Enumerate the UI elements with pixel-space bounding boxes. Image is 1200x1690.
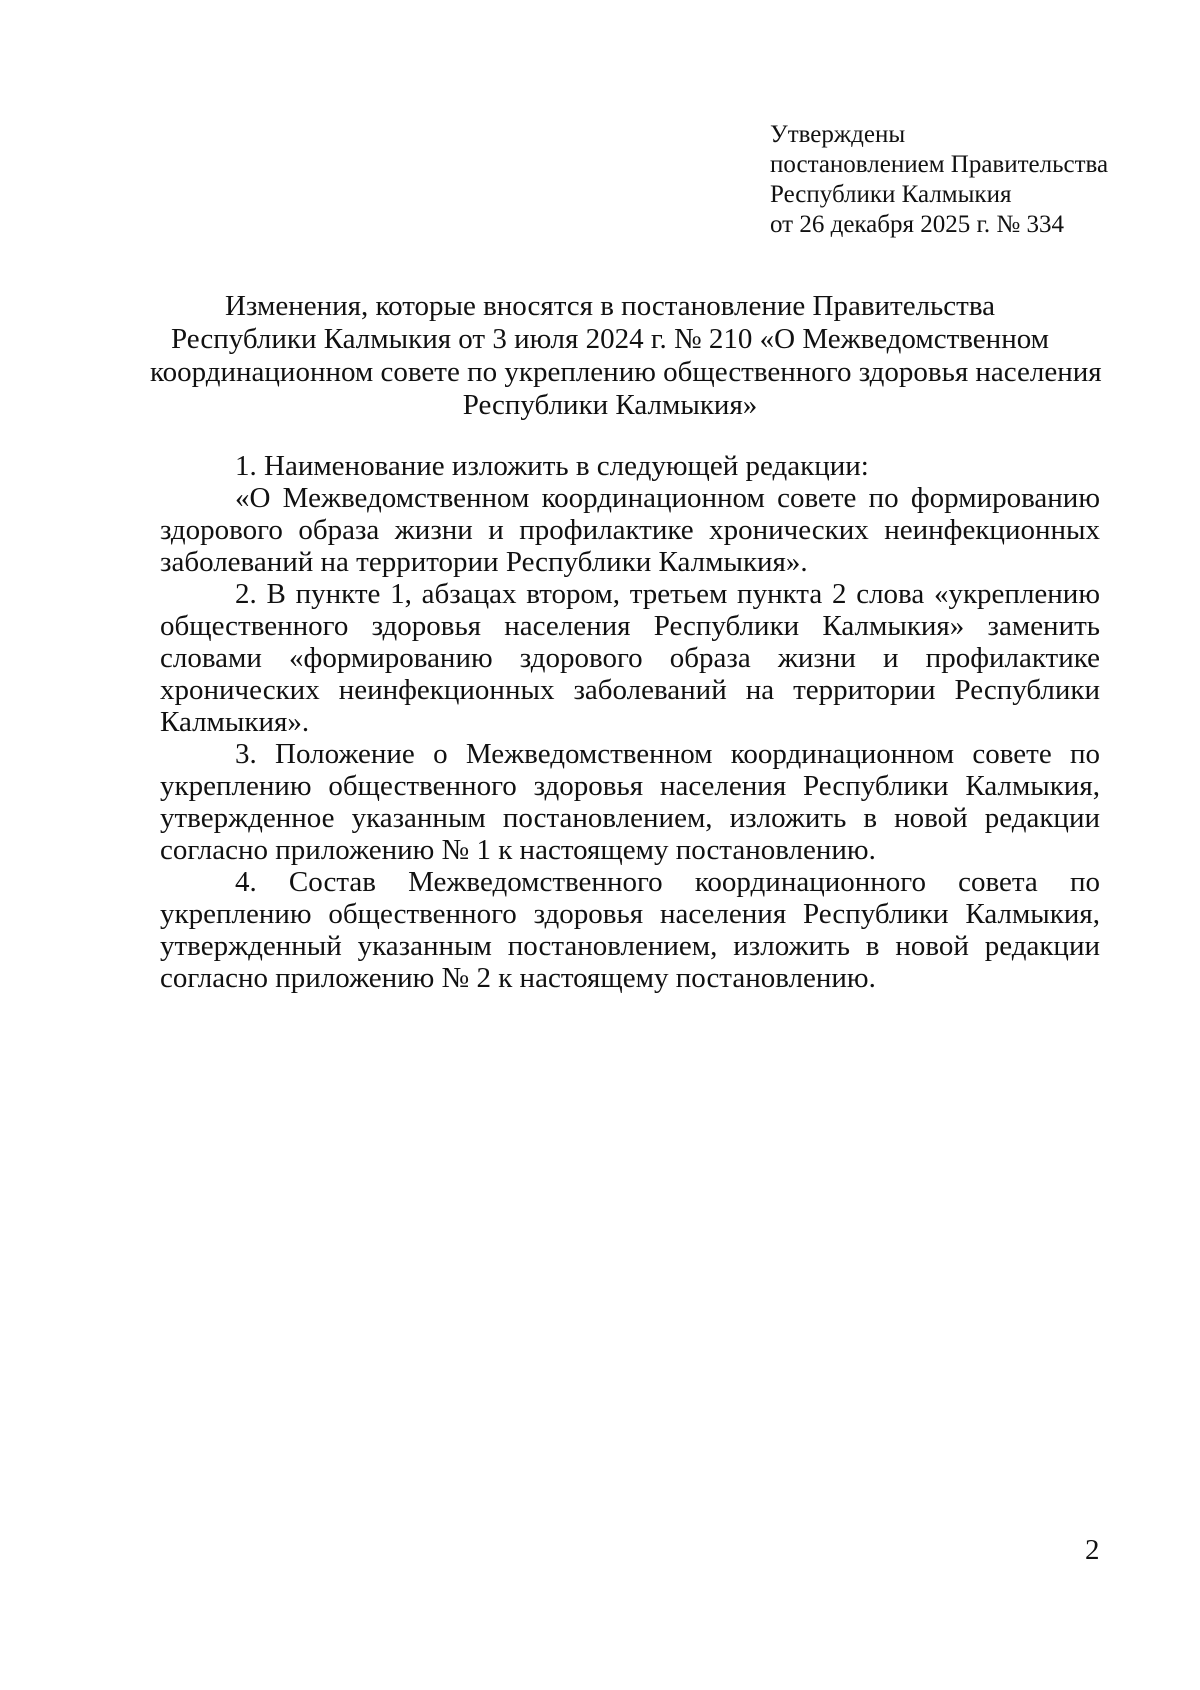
paragraph-item-2: 2. В пункте 1, абзацах втором, третьем пункта 2 слова «укреплению общественного здоровья населения Республики Калмыкия» заменить словами «формированию здорового образа жизни и профилактике хронических неинфекционных заболеваний на территории Республики Калмыкия». xyxy=(160,578,1100,738)
title-line: Республики Калмыкия» xyxy=(462,389,758,421)
approval-line: Утверждены xyxy=(770,121,906,148)
title-line: Республики Калмыкия от 3 июля 2024 г. № 210 «О Межведомственном xyxy=(170,323,1050,355)
document-title xyxy=(150,290,1102,422)
title-line: координационном совете по укреплению общественного здоровья населения xyxy=(150,356,1102,388)
paragraph-item-4: 4. Состав Межведомственного координационного совета по укреплению общественного здоровья населения Республики Калмыкия, утвержденный указанным постановлением, изложить в новой редакции согласно приложению № 2 к настоящему постановлению. xyxy=(160,866,1100,994)
title-line: Изменения, которые вносятся в постановление Правительства xyxy=(224,290,996,322)
paragraph-new-name: «О Межведомственном координационном совете по формированию здорового образа жизни и профилактике хронических неинфекционных заболеваний на территории Республики Калмыкия». xyxy=(160,482,1100,578)
approval-stamp xyxy=(770,120,1108,240)
document-body xyxy=(160,450,1100,994)
approval-date-line: от 26 декабря 2025 г. № 334 xyxy=(770,211,1065,238)
paragraph-item-1: 1. Наименование изложить в следующей редакции: xyxy=(235,450,869,482)
approval-line: постановлением Правительства xyxy=(770,151,1109,178)
page-number: 2 xyxy=(1085,1534,1100,1566)
paragraph-item-3: 3. Положение о Межведомственном координационном совете по укреплению общественного здоровья населения Республики Калмыкия, утвержденное указанным постановлением, изложить в новой редакции согласно приложению № 1 к настоящему постановлению. xyxy=(160,738,1100,866)
approval-line: Республики Калмыкия xyxy=(770,181,1012,208)
